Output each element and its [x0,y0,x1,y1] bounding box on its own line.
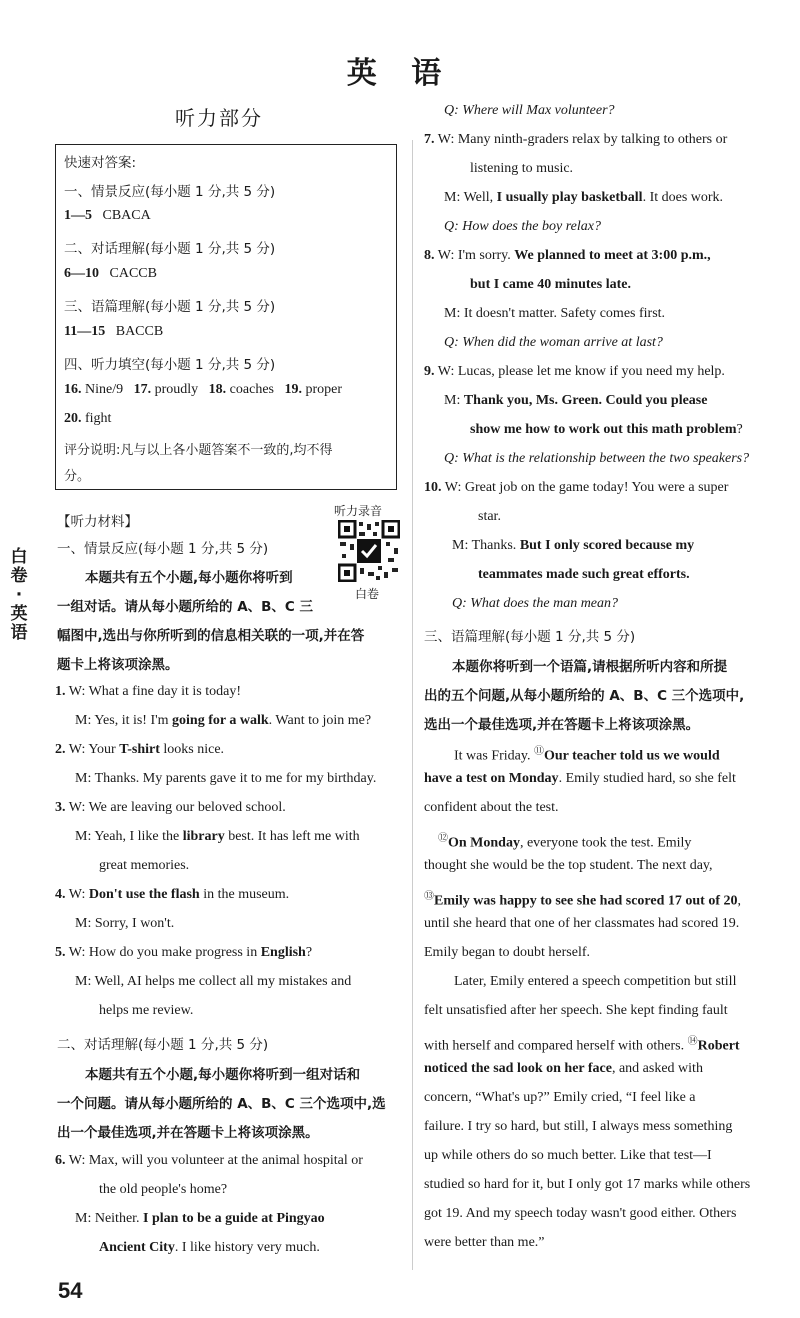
text: W: Your [68,742,120,757]
passage-line: until she heard that one of her classmates had scored 19. [424,916,740,931]
text: ? [305,945,313,960]
dialogue-line: star. [478,509,501,524]
answer-16: Nine/9 [85,382,124,397]
text: best. It has left me with [224,829,360,844]
text: in the museum. [199,887,290,902]
question-10 [424,480,728,496]
dialogue-line: listening to music. [470,161,574,176]
dialogue-line: M: It doesn't matter. Safety comes first. [444,306,666,321]
dialogue-line: M: Well, AI helps me collect all my mistakes and [75,974,352,989]
question-number: 5. [55,945,66,960]
text: M: [444,393,464,408]
section-3-intro: 选出一个最佳选项,并在答题卡上将该项涂黑。 [424,717,700,733]
section-3-heading: 三、语篇理解(每小题 1 分,共 5 分) [424,629,636,645]
key-text: have a test on Monday [424,771,559,786]
question-8 [424,248,711,264]
text: , everyone took the test. Emily [519,835,692,851]
dialogue-line [444,190,723,206]
dialogue-line: M: Thanks. My parents gave it to me for my birthday. [75,771,377,786]
section-subtitle: 听力部分 [175,106,263,130]
passage-line: studied so hard for it, but I only got 17 marks while others [424,1177,751,1192]
dialogue-line: the old people's home? [99,1182,228,1197]
text: W: I'm sorry. [437,248,515,263]
answer-s2-values: CACCB [109,266,157,281]
text: , and asked with [611,1061,703,1076]
text: looks nice. [159,742,225,757]
text: with herself and compared herself with others. [424,1038,688,1054]
answer-s3-title: 三、语篇理解(每小题 1 分,共 5 分) [64,299,276,315]
text: M: Yes, it is! I'm [75,713,173,728]
question-number: 8. [424,248,435,263]
section-1-heading: 一、情景反应(每小题 1 分,共 5 分) [57,541,269,557]
text: . It does work. [642,190,724,205]
question-7 [424,132,727,148]
answer-20-number: 20. [64,411,82,426]
dialogue-line: W: We are leaving our beloved school. [68,800,286,815]
answer-s2-title: 二、对话理解(每小题 1 分,共 5 分) [64,241,276,257]
answer-s2 [64,266,157,282]
key-text: English [260,945,306,960]
passage-line: Later, Emily entered a speech competition but still [454,974,737,989]
question-line: Q: When did the woman arrive at last? [444,335,663,350]
key-text: Thank you, Ms. Green. Could you please [463,393,708,408]
passage-line: were better than me.” [424,1235,545,1250]
passage-line [424,1032,740,1055]
text: . Emily studied hard, so she felt [558,771,736,786]
answer-s3 [64,324,163,340]
passage-line [438,829,691,852]
question-2 [55,742,224,758]
text: W: How do you make progress in [68,945,261,960]
text: . I like history very much. [174,1240,320,1255]
dialogue-line [470,422,743,438]
side-tab-char: 卷 [10,566,28,586]
question-number: 9. [424,364,435,379]
key-text: We planned to meet at 3:00 p.m., [514,248,711,263]
qr-code-icon[interactable] [338,520,400,582]
text: M: Thanks. [452,538,520,553]
dialogue-line [75,829,360,845]
dialogue-line: W: Max, will you volunteer at the animal hospital or [68,1153,363,1168]
qr-label-bottom: 白卷 [355,587,380,601]
qr-label-top: 听力录音 [334,504,383,518]
section-3-intro: 本题你将听到一个语篇,请根据所听内容和所提 [452,659,728,675]
key-text: Robert [697,1038,740,1054]
question-1 [55,684,241,700]
answer-heading: 快速对答案: [64,155,137,171]
dialogue-line [444,393,707,409]
question-number: 3. [55,800,66,815]
passage-line: got 19. And my speech today wasn't good either. Others [424,1206,737,1221]
answer-16-number: 16. [64,382,82,397]
answer-s1-values: CBACA [102,208,151,223]
section-1-intro: 题卡上将该项涂黑。 [57,657,179,673]
column-divider [412,140,413,1270]
answer-19: proper [305,382,343,397]
text: It was Friday. [454,748,534,764]
section-2-intro: 一个问题。请从每小题所给的 A、B、C 三个选项中,选 [57,1096,386,1112]
marker: ⑬ [424,891,434,902]
section-1-intro: 幅图中,选出与你所听到的信息相关联的一项,并在答 [57,628,365,644]
section-3-intro: 出的五个问题,从每小题所给的 A、B、C 三个选项中, [424,688,745,704]
question-line: Q: Where will Max volunteer? [444,103,615,118]
page-number: 54 [58,1278,83,1303]
dialogue-line: but I came 40 minutes late. [470,277,631,292]
key-text: I usually play basketball [496,190,643,205]
answer-20: fight [85,411,112,426]
side-tab-char: 英 [10,604,28,624]
answer-s3-range: 11—15 [64,324,106,339]
quick-answer-box [55,144,397,490]
key-text: Don't use the flash [88,887,200,902]
question-number: 1. [55,684,66,699]
side-tab-char: 白 [10,547,28,567]
section-2-heading: 二、对话理解(每小题 1 分,共 5 分) [57,1037,269,1053]
text: ? [736,422,743,437]
dialogue-line: helps me review. [99,1003,194,1018]
section-2-intro: 出一个最佳选项,并在答题卡上将该项涂黑。 [57,1125,319,1141]
text: W: [68,887,89,902]
text: , [737,893,741,909]
key-text: Ancient City [99,1240,175,1255]
question-6 [55,1153,363,1169]
passage-line: Emily began to doubt herself. [424,945,591,960]
key-text: going for a walk [172,713,269,728]
dialogue-line: great memories. [99,858,190,873]
passage-line: confident about the test. [424,800,559,815]
answer-18-number: 18. [208,382,227,397]
section-1-intro: 本题共有五个小题,每小题你将听到 [85,570,293,586]
passage-line: thought she would be the top student. The next day, [424,858,713,873]
dialogue-line: W: Many ninth-graders relax by talking to others or [437,132,728,147]
answer-s2-range: 6—10 [64,266,99,281]
page-title: 英 语 [346,56,454,91]
dialogue-line: M: Sorry, I won't. [75,916,175,931]
text: M: Neither. [75,1211,144,1226]
key-text: Our teacher told us we would [543,748,720,764]
dialogue-line [75,713,371,729]
answer-s1 [64,208,151,224]
dialogue-line: W: Lucas, please let me know if you need my help. [437,364,725,379]
question-line: Q: How does the boy relax? [444,219,601,234]
question-number: 6. [55,1153,66,1168]
side-tab-char: 语 [10,623,28,643]
key-text: Emily was happy to see she had scored 17 out of 20 [434,893,738,909]
key-text: But I only scored because my [519,538,695,553]
question-4 [55,887,289,903]
section-2-intro: 本题共有五个小题,每小题你将听到一组对话和 [85,1067,361,1083]
answer-19-number: 19. [284,382,302,397]
question-5 [55,945,312,961]
answer-17: proudly [154,382,199,397]
passage-line: concern, “What's up?” Emily cried, “I feel like a [424,1090,696,1105]
dialogue-line: teammates made such great efforts. [478,567,690,582]
question-number: 7. [424,132,435,147]
text: M: Well, [444,190,497,205]
question-number: 4. [55,887,66,902]
passage-line [424,1061,703,1077]
passage-line [424,887,741,910]
question-number: 10. [424,480,442,495]
answer-s1-range: 1—5 [64,208,92,223]
question-line: Q: What does the man mean? [452,596,619,611]
key-text: show me how to work out this math problem [470,422,737,437]
material-heading: 【听力材料】 [57,514,138,530]
answer-s4-row2 [64,411,111,427]
side-tab-char: · [15,585,23,605]
question-line: Q: What is the relationship between the two speakers? [444,451,750,466]
passage-line: up while others do so much better. Like that test—I [424,1148,712,1163]
key-text: library [182,829,225,844]
marker: ⑭ [687,1036,698,1047]
key-text: noticed the sad look on her face [424,1061,612,1076]
key-text: On Monday [448,835,520,851]
scoring-note-line1: 评分说明:凡与以上各小题答案不一致的,均不得 [64,443,333,458]
text: M: Yeah, I like the [75,829,183,844]
dialogue-line [99,1240,320,1256]
answer-s4-title: 四、听力填空(每小题 1 分,共 5 分) [64,357,276,373]
dialogue-line: W: Great job on the game today! You were a super [444,480,729,495]
answer-s4-row1 [64,382,342,398]
question-number: 2. [55,742,66,757]
question-3 [55,800,286,816]
passage-line [424,771,736,787]
section-1-intro: 一组对话。请从每小题所给的 A、B、C 三 [57,599,314,615]
side-tab [8,548,30,643]
key-text: T-shirt [119,742,160,757]
question-9 [424,364,725,380]
dialogue-line: W: What a fine day it is today! [68,684,241,699]
passage-line [454,742,720,765]
answer-s3-values: BACCB [115,324,164,339]
passage-line: felt unsatisfied after her speech. She kept finding fault [424,1003,728,1018]
scoring-note-line2: 分。 [64,469,91,484]
answer-s1-title: 一、情景反应(每小题 1 分,共 5 分) [64,184,276,200]
key-text: I plan to be a guide at Pingyao [143,1211,325,1226]
text: . Want to join me? [268,713,372,728]
dialogue-line [75,1211,325,1227]
marker: ⑫ [438,833,448,844]
marker: ⑪ [533,746,544,757]
dialogue-line [452,538,694,554]
answer-17-number: 17. [133,382,152,397]
answer-18: coaches [229,382,274,397]
passage-line: failure. I try so hard, but still, I always mess something [424,1119,733,1134]
